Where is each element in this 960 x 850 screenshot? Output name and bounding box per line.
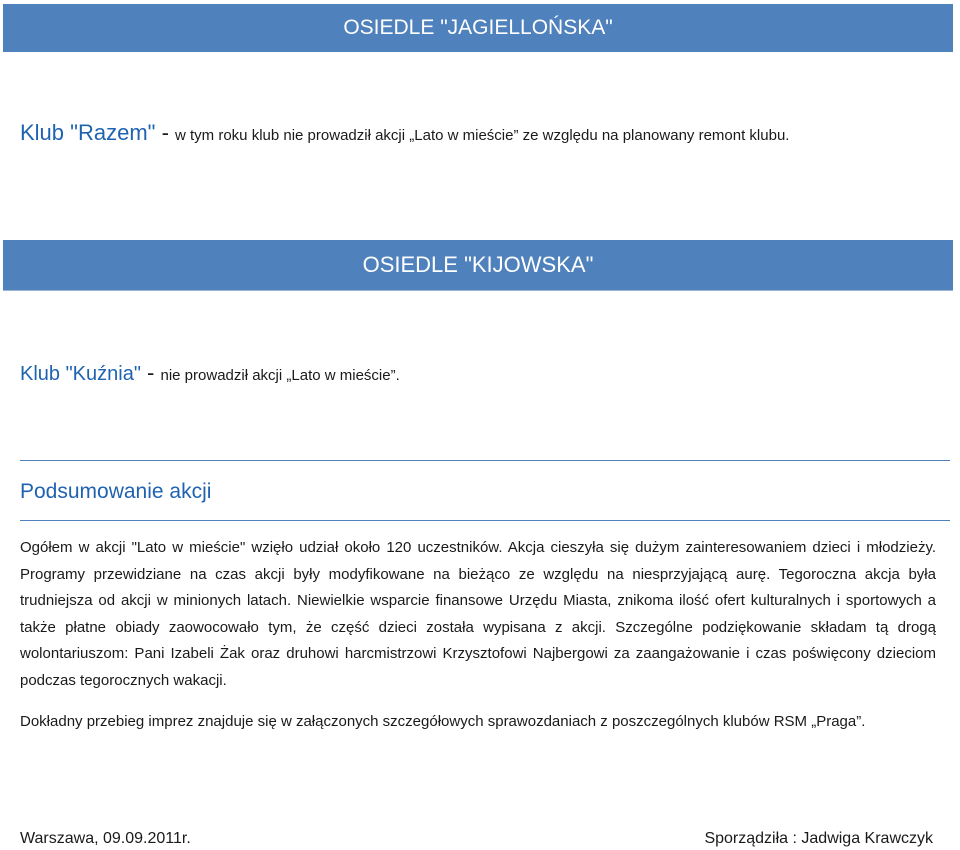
summary-heading: Podsumowanie akcji bbox=[20, 480, 212, 503]
club-name-razem: Klub "Razem" bbox=[20, 120, 156, 145]
club-name-kuznia: Klub "Kuźnia" bbox=[20, 363, 141, 385]
author-signature: Sporządziła : Jadwiga Krawczyk bbox=[704, 830, 933, 847]
club-dash: - bbox=[155, 120, 176, 145]
club-note-kuznia: nie prowadził akcji „Lato w mieście”. bbox=[160, 367, 400, 384]
section-title-jagiellonska: OSIEDLE "JAGIELLOŃSKA" bbox=[343, 16, 613, 39]
summary-paragraph-2: Dokładny przebieg imprez znajduje się w załączonych szczegółowych sprawozdaniach z poszczególnych klubów RSM „Praga”. bbox=[20, 713, 866, 730]
club-dash: - bbox=[140, 360, 161, 385]
place-date: Warszawa, 09.09.2011r. bbox=[20, 830, 191, 847]
summary-paragraph-1: Ogółem w akcji "Lato w mieście" wzięło udział około 120 uczestników. Akcja cieszyła się dużym zainteresowaniem dzieci i młodzieży. Programy przewidziane na czas akcji były modyfikowane na bieżąco ze względu na niesprzyjającą aurę. Tegoroczna akcja była trudniejsza od akcji w minionych latach. Niewielkie wsparcie finansowe Urzędu Miasta, znikoma ilość ofert kulturalnych i sportowych a także płatne obiady zaowocowało tym, że część dzieci została wypisana z akcji. Szczególne podziękowanie składam tą drogą wolontariuszom: Pani Izabeli Żak oraz druhowi harcmistrzowi Krzysztofowi Najbergowi za zaangażowanie i czas poświęcony dzieciom podczas tegorocznych wakacji. bbox=[20, 539, 936, 689]
section-banner-kijowska bbox=[3, 240, 953, 291]
divider-line bbox=[20, 460, 950, 461]
club-entry-kuznia bbox=[20, 360, 940, 386]
club-entry-razem bbox=[20, 120, 940, 146]
section-title-kijowska: OSIEDLE "KIJOWSKA" bbox=[362, 252, 594, 277]
heading-underline bbox=[20, 520, 950, 521]
section-banner-jagiellonska bbox=[3, 4, 953, 52]
club-note-razem: w tym roku klub nie prowadził akcji „Lato w mieście” ze względu na planowany remont klubu. bbox=[175, 127, 790, 144]
